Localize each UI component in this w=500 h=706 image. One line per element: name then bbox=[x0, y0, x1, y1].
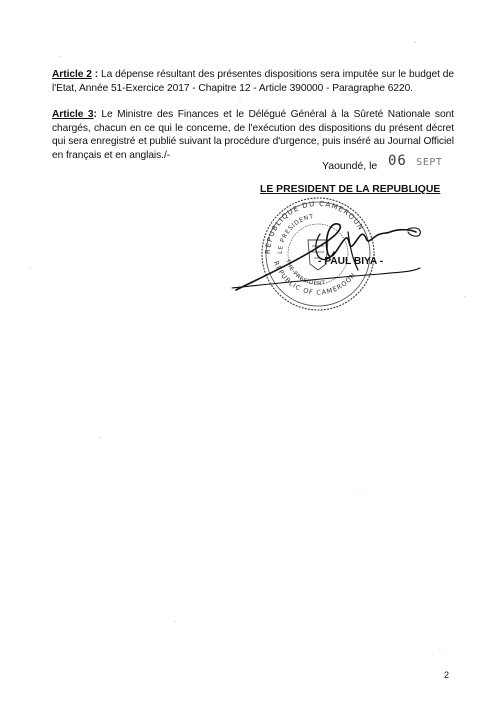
article-3-heading: Article 3 bbox=[52, 109, 94, 121]
article-3-colon: : bbox=[93, 109, 97, 121]
president-title: LE PRESIDENT DE LA REPUBLIQUE bbox=[260, 184, 441, 195]
presidential-seal bbox=[230, 182, 430, 312]
article-2-paragraph bbox=[52, 68, 454, 95]
place-label: Yaoundé, le bbox=[322, 160, 378, 172]
date-day: 06 bbox=[388, 153, 407, 169]
date-month: SEPT bbox=[416, 157, 443, 168]
seal-inner-text: LE PRESIDENT bbox=[276, 213, 315, 255]
signatory-name: - PAUL BIYA - bbox=[318, 256, 384, 267]
seal-bottom-text: REPUBLIC OF CAMEROON bbox=[272, 259, 358, 297]
seal-bottom-inner-text: THE PRESIDENT bbox=[284, 258, 327, 288]
article-2-colon: : bbox=[91, 69, 99, 81]
article-3-text: Le Ministre des Finances et le Délégué Général à la Sûreté Nationale sont chargés, chacun en ce qui le concerne, de l'exécution des dispositions du présent décret qui sera enregistré et publié suivant la procédure d'urgence, puis inséré au Journal Officiel en français et en anglais./- bbox=[52, 109, 455, 161]
page-number: 2 bbox=[444, 670, 450, 680]
seal-outer-text: REPUBLIQUE DU CAMEROUN bbox=[263, 199, 366, 255]
date-stamp bbox=[388, 153, 442, 169]
article-2-heading: Article 2 bbox=[52, 69, 92, 81]
article-2-text: La dépense résultant des présentes dispositions sera imputée sur le budget de l'Etat, Année 51-Exercice 2017 - Chapitre 12 - Article 390000 - Paragraphe 6220. bbox=[52, 69, 454, 94]
